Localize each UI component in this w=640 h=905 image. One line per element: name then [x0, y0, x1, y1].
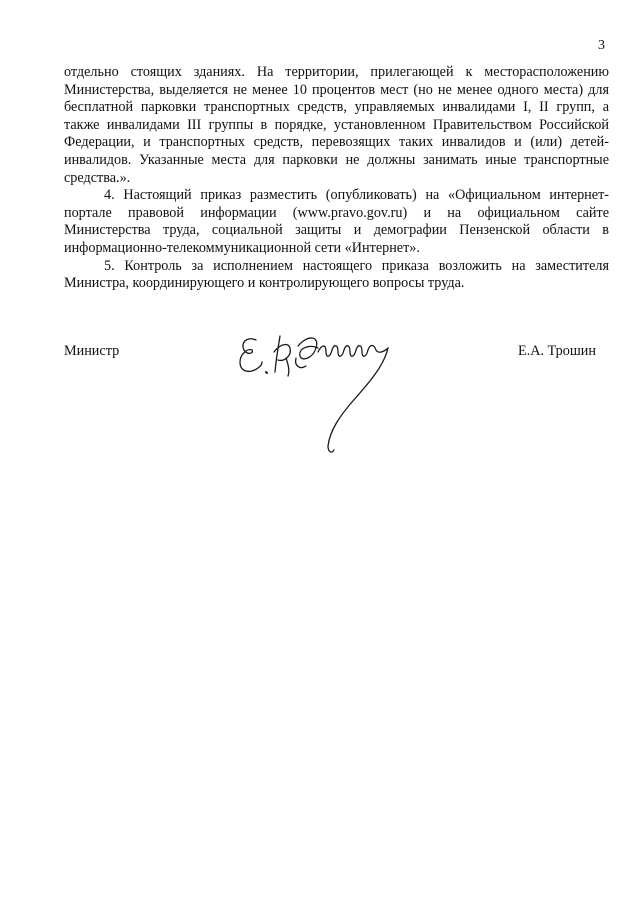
paragraph-item-4: 4. Настоящий приказ разместить (опубликовать) на «Официальном интернет-портале правовой информации (www.pravo.gov.ru) и на официальном сайте Министерства труда, социальной защиты и демографии Пензенской области в информационно-телекоммуникационной сети «Интернет». [64, 187, 609, 256]
signatory-title: Министр [64, 343, 120, 359]
handwritten-signature [228, 318, 404, 458]
document-body [64, 64, 609, 293]
paragraph-item-5: 5. Контроль за исполнением настоящего приказа возложить на заместителя Министра, координирующего и контролирующего вопросы труда. [64, 257, 609, 292]
signatory-name: Е.А. Трошин [518, 343, 596, 359]
paragraph-continuation: отдельно стоящих зданиях. На территории, прилегающей к месторасположению Министерства, выделяется не менее 10 процентов мест (но не менее одного места) для бесплатной парковки транспортных средств, управляемых инвалидами I, II групп, а также инвалидами III группы в порядке, установленном Правительством Российской Федерации, и транспортных средств, перевозящих таких инвалидов и (или) детей-инвалидов. Указанные места для парковки не должны занимать иные транспортные средства.». [64, 64, 609, 186]
page-number: 3 [598, 38, 605, 53]
